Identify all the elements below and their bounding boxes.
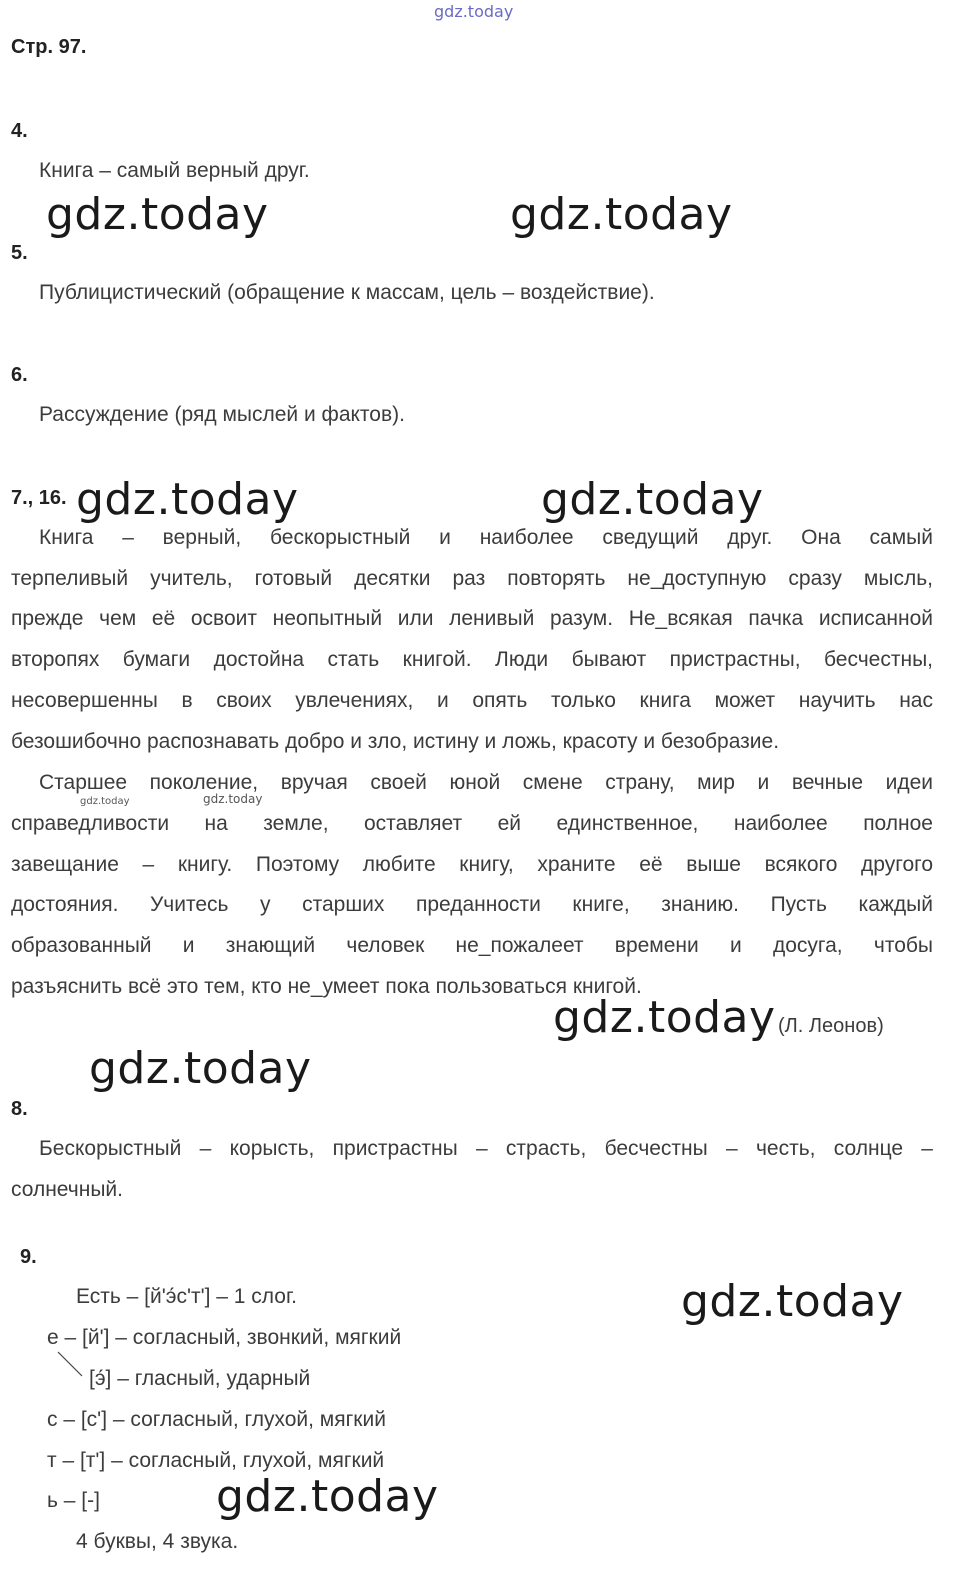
text-line: несовершенны в своих увлечениях, и опять только книга может научить нас xyxy=(11,689,933,712)
watermark: gdz.today xyxy=(541,474,764,525)
task-9-number: 9. xyxy=(20,1246,37,1268)
text-line: второпях бумаги достойна стать книгой. Люди бывают пристрастны, бесчестны, xyxy=(11,648,933,671)
task-7-number: 7., 16. xyxy=(11,487,67,509)
watermark: gdz.today xyxy=(681,1276,904,1327)
text-line: разъяснить всё это тем, кто не_умеет пока пользоваться книгой. xyxy=(11,975,642,998)
text-line: т – [т'] – согласный, глухой, мягкий xyxy=(47,1449,385,1472)
task-4-number: 4. xyxy=(11,120,28,142)
task-8-number: 8. xyxy=(11,1098,28,1120)
task-6-text: Рассуждение (ряд мыслей и фактов). xyxy=(39,403,405,426)
connector-line xyxy=(56,1350,86,1380)
text-line: Бескорыстный – корысть, пристрастны – страсть, бесчестны – честь, солнце – xyxy=(39,1137,933,1160)
watermark-top: gdz.today xyxy=(434,2,514,21)
watermark: gdz.today xyxy=(510,189,733,240)
watermark: gdz.today xyxy=(46,189,269,240)
text-line: прежде чем её освоит неопытный или ленивый разум. Не_всякая пачка исписанной xyxy=(11,607,933,630)
task-5-text: Публицистический (обращение к массам, цель – воздействие). xyxy=(39,281,655,304)
text-line: завещание – книгу. Поэтому любите книгу, храните её выше всякого другого xyxy=(11,853,933,876)
text-line: справедливости на земле, оставляет ей единственное, наиболее полное xyxy=(11,812,933,835)
text-line: [э́] – гласный, ударный xyxy=(89,1367,311,1390)
task-4-text: Книга – самый верный друг. xyxy=(39,159,310,182)
text-line: Есть – [й'э́с'т'] – 1 слог. xyxy=(76,1285,297,1308)
text-line: ь – [-] xyxy=(47,1489,100,1512)
text-line: безошибочно распознавать добро и зло, истину и ложь, красоту и безобразие. xyxy=(11,730,780,753)
text-line: 4 буквы, 4 звука. xyxy=(76,1530,239,1553)
text-line: солнечный. xyxy=(11,1178,123,1201)
text-line: Старшее поколение, вручая своей юной смене страну, мир и вечные идеи xyxy=(39,771,933,794)
text-line: Книга – верный, бескорыстный и наиболее сведущий друг. Она самый xyxy=(39,526,933,549)
watermark-small: gdz.today xyxy=(203,792,263,806)
task-5-number: 5. xyxy=(11,242,28,264)
text-line: достояния. Учитесь у старших преданности книге, знанию. Пусть каждый xyxy=(11,893,933,916)
task-6-number: 6. xyxy=(11,364,28,386)
watermark: gdz.today xyxy=(76,474,299,525)
text-line: терпеливый учитель, готовый десятки раз повторять не_доступную сразу мысль, xyxy=(11,567,933,590)
author: (Л. Леонов) xyxy=(778,1015,884,1037)
text-line: с – [с'] – согласный, глухой, мягкий xyxy=(47,1408,386,1431)
watermark: gdz.today xyxy=(553,992,776,1043)
watermark: gdz.today xyxy=(216,1471,439,1522)
watermark: gdz.today xyxy=(89,1043,312,1094)
page-label: Стр. 97. xyxy=(11,36,87,58)
text-line: е – [й'] – согласный, звонкий, мягкий xyxy=(47,1326,402,1349)
watermark-small: gdz.today xyxy=(80,796,130,807)
text-line: образованный и знающий человек не_пожалеет времени и досуга, чтобы xyxy=(11,934,933,957)
